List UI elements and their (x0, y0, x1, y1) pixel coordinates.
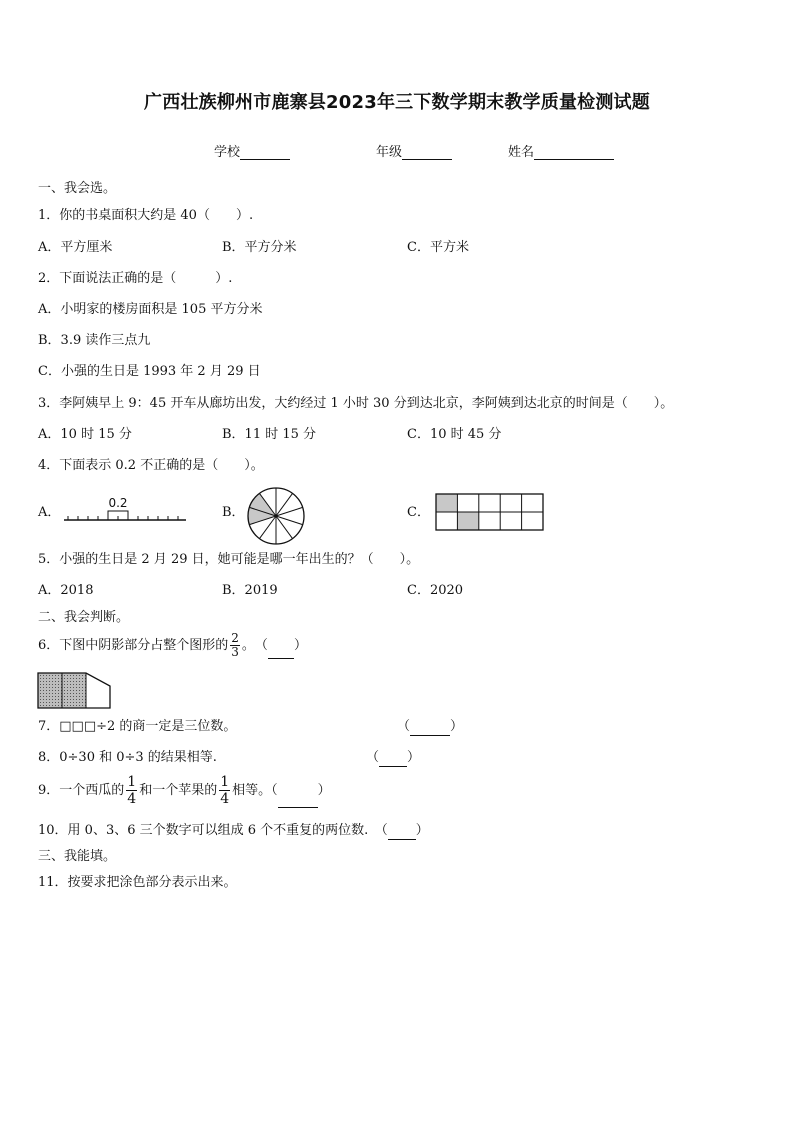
school-blank[interactable] (240, 145, 290, 160)
q11-stem: 11．按要求把涂色部分表示出来。 (38, 875, 237, 890)
grade-blank[interactable] (402, 145, 452, 160)
q2-option-c[interactable]: C．小强的生日是 1993 年 2 月 29 日 (38, 364, 261, 379)
number-line-bracket (108, 511, 128, 516)
q1-stem: 1．你的书桌面积大约是 40（ ）. (38, 208, 254, 223)
q9-fraction-2: $\frac{1}{4}$ (220, 774, 230, 807)
section-heading-choose: 一、我会选。 (38, 181, 117, 196)
q4-stem: 4．下面表示 0.2 不正确的是（ ）。 (38, 458, 264, 473)
number-line-label: 0.2 (108, 496, 128, 510)
q3-option-a[interactable]: A．10 时 15 分 (38, 427, 132, 442)
q5-option-a[interactable]: A．2018 (38, 583, 94, 598)
pie-figure (247, 487, 305, 545)
q9-fraction-1: $\frac{1}{4}$ (127, 774, 137, 807)
q3-option-c[interactable]: C．10 时 45 分 (407, 427, 502, 442)
name-blank[interactable] (534, 145, 614, 160)
grid-cell-shaded-2 (457, 512, 478, 530)
page-title: 广西壮族柳州市鹿寨县2023年三下数学期末教学质量检测试题 (144, 92, 650, 113)
school-label: 学校 (214, 145, 241, 160)
grid-cell-shaded-1 (436, 494, 457, 512)
grade-label: 年级 (376, 145, 403, 160)
number-line-figure (62, 494, 188, 526)
q1-option-c[interactable]: C．平方米 (407, 240, 469, 255)
grade-field[interactable] (376, 141, 452, 160)
q6-fraction: $\frac{2}{3}$ (231, 631, 239, 659)
q2-stem: 2．下面说法正确的是（ ）. (38, 271, 233, 286)
name-field[interactable] (508, 141, 614, 160)
q5-option-c[interactable]: C．2020 (407, 583, 464, 598)
section-heading-fill: 三、我能填。 (38, 849, 117, 864)
q3-stem: 3．李阿姨早上 9：45 开车从廊坊出发，大约经过 1 小时 30 分到达北京，李阿姨到达北京的时间是（ ）。 (38, 396, 674, 411)
q2-option-b[interactable]: B．3.9 读作三点九 (38, 333, 151, 348)
q5-stem: 5．小强的生日是 2 月 29 日，她可能是哪一年出生的？（ ）。 (38, 552, 420, 567)
shaded-part-1 (38, 673, 62, 708)
q10-answer-blank[interactable] (388, 827, 416, 840)
q8-answer[interactable]: （ ） (366, 750, 421, 765)
section-heading-judge: 二、我会判断。 (38, 610, 130, 625)
q9-stem: 9．一个西瓜的 $\frac{1}{4}$ 和一个苹果的 $\frac{1}{4}$ 相等。（ ） (38, 774, 331, 807)
q10-stem: 10．用 0、3、6 三个数字可以组成 6 个不重复的两位数. （ ） (38, 823, 429, 838)
q6-answer-blank[interactable] (268, 646, 294, 659)
q6-stem: 6．下图中阴影部分占整个图形的 $\frac{2}{3}$ 。 （ ） (38, 631, 307, 659)
q4-option-c[interactable]: C． (407, 505, 430, 520)
q4-option-b[interactable]: B． (222, 505, 245, 520)
q6-text: 6．下图中阴影部分占整个图形的 (38, 638, 229, 653)
q3-option-b[interactable]: B．11 时 15 分 (222, 427, 317, 442)
q5-option-b[interactable]: B．2019 (222, 583, 278, 598)
q9-answer-blank[interactable] (278, 795, 318, 808)
q7-answer[interactable]: （ ） (397, 719, 464, 734)
name-label: 姓名 (508, 145, 535, 160)
trapezoid-figure (37, 672, 113, 710)
q7-stem: 7．□□□÷2 的商一定是三位数。 (38, 719, 237, 734)
q1-option-b[interactable]: B．平方分米 (222, 240, 297, 255)
q8-stem: 8．0÷30 和 0÷3 的结果相等. (38, 750, 217, 765)
q2-option-a[interactable]: A．小明家的楼房面积是 105 平方分米 (38, 302, 263, 317)
school-field[interactable] (214, 141, 290, 160)
q4-option-a[interactable]: A． (38, 505, 61, 520)
q1-option-a[interactable]: A．平方厘米 (38, 240, 113, 255)
grid-figure (435, 493, 545, 533)
shaded-part-2 (62, 673, 86, 708)
